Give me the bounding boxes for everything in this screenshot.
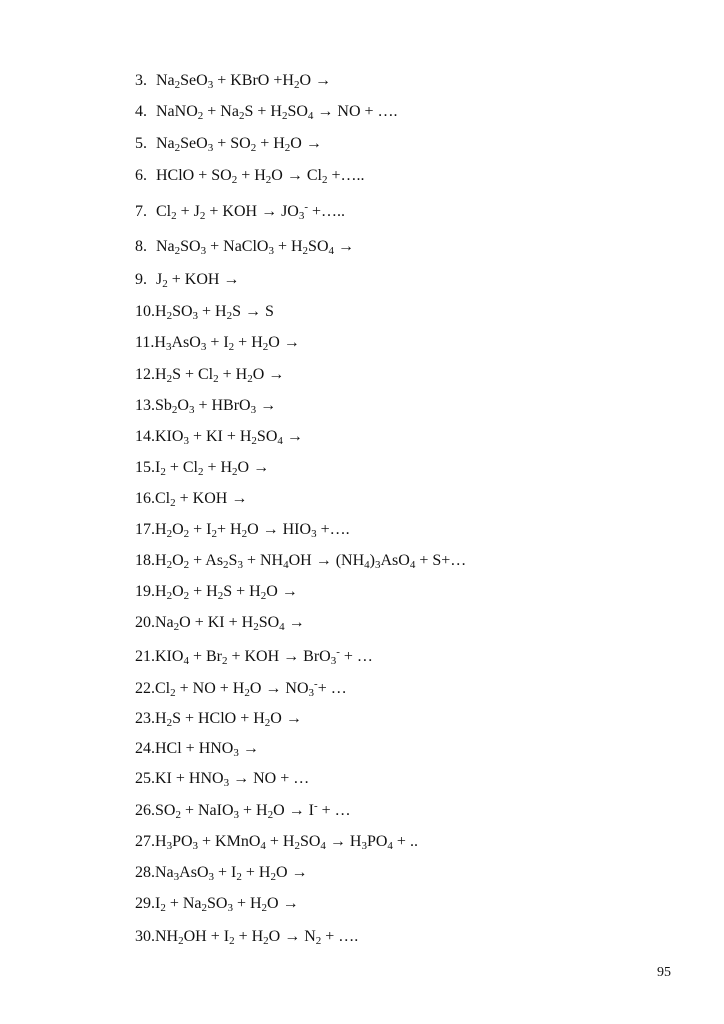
equation-number: 13. (135, 397, 155, 414)
equation-item (135, 427, 303, 447)
equation-text: $Na_2SO_3$ + NaClO$_3$ + $H_2SO_4$ → (156, 238, 354, 257)
equation-number: 27. (135, 833, 155, 850)
equation-item (135, 832, 418, 852)
equation-number: 11. (135, 334, 155, 351)
equation-item (135, 134, 322, 154)
equation-item (135, 801, 351, 821)
equation-text: $KIO_4 + Br_2$ + KOH → BrO$_3$- + … (155, 646, 373, 667)
equation-text: $SO_2$ + NaIO$_3$ + $H_2O \to I^-$ + … (155, 800, 351, 821)
equation-number: 19. (135, 583, 155, 600)
equation-item (135, 71, 331, 91)
equation-number: 29. (135, 895, 155, 912)
equation-item (135, 458, 269, 478)
equation-number: 23. (135, 710, 155, 727)
equation-text: $I_2 + Na_2SO_3 + H_2O$ → (155, 895, 299, 914)
equation-item (135, 582, 298, 602)
equation-item (135, 365, 284, 385)
equation-text: $H_3PO_3$ + KMnO$_4$ + $H_2SO_4 \to H_3PO_4$ + .. (155, 833, 418, 852)
equation-number: 3. (135, 72, 147, 89)
equation-number: 15. (135, 459, 155, 476)
equation-text: $H_2SO_3 + H_2S \to S$ (155, 303, 274, 322)
equation-number: 9. (135, 271, 147, 288)
page-number: 95 (657, 965, 671, 980)
equation-item (135, 709, 302, 729)
equation-item (135, 489, 247, 509)
equation-text: $Cl_2$ + KOH → (155, 490, 248, 509)
equation-text: $H_2O_2 + As_2S_3 + NH_4OH \to (NH_4)_3AsO_4$ + S+… (155, 552, 467, 571)
equation-text: $Cl_2$ + NO + $H_2O \to NO_3^-+$ … (155, 678, 347, 699)
equation-number: 4. (135, 103, 147, 120)
equation-item (135, 520, 350, 540)
equation-item (135, 270, 239, 290)
equation-text: $H_2S$ + HClO + $H_2O$ → (155, 710, 302, 729)
equation-item (135, 166, 364, 186)
equation-text: $Na_2SeO_3 + SO_2 + H_2O$ → (156, 135, 322, 154)
equation-number: 22. (135, 680, 155, 697)
equation-number: 7. (135, 203, 147, 220)
equation-text: $H_3AsO_3 + I_2 + H_2O$ → (154, 334, 300, 353)
equation-text: NaNO$_2$ + $Na_2S + H_2SO_4$ → NO + …. (156, 103, 398, 122)
equation-item (135, 396, 276, 416)
equation-number: 17. (135, 521, 155, 538)
equation-text: $Cl_2 + J_2$ + KOH → $JO_3^-$ +….. (156, 201, 346, 222)
equation-item (135, 302, 274, 322)
equation-number: 20. (135, 614, 155, 631)
equation-text: $H_2O_2 + I_2+ H_2O \to HIO_3$ +…. (155, 521, 350, 540)
equation-text: $H_2O_2 + H_2S + H_2O$ → (155, 583, 298, 602)
equation-text: $Sb_2O_3$ + HBrO$_3$ → (155, 397, 277, 416)
equation-item (135, 551, 466, 571)
equation-number: 28. (135, 864, 155, 881)
equation-text: $NH_2OH + I_2 + H_2O \to N_2$ + …. (155, 928, 359, 947)
equation-item (135, 769, 309, 789)
equation-item (135, 894, 299, 914)
equation-text: $KIO_3$ + KI + $H_2SO_4$ → (155, 428, 303, 447)
equation-text: $Na_3AsO_3 + I_2 + H_2O$ → (155, 864, 308, 883)
equation-text: $Na_2SeO_3$ + KBrO $+H_2O$ → (156, 72, 331, 91)
equation-item (135, 863, 308, 883)
equation-number: 26. (135, 802, 155, 819)
equation-text: $Na_2O$ + KI + $H_2SO_4$ → (155, 614, 305, 633)
equation-text: $J_2$ + KOH → (156, 271, 240, 290)
equation-text: HClO + $SO_2 + H_2O \to Cl_2$ +….. (156, 167, 365, 186)
equation-item (135, 102, 398, 122)
equation-item (135, 679, 347, 699)
equation-item (135, 647, 373, 667)
equation-text: $I_2 + Cl_2 + H_2O$ → (155, 459, 270, 478)
equation-text: KI + $HNO_3$ → NO + … (155, 770, 310, 789)
equation-number: 25. (135, 770, 155, 787)
equation-item (135, 739, 259, 759)
equation-item (135, 613, 305, 633)
equation-number: 16. (135, 490, 155, 507)
equation-item (135, 927, 358, 947)
equation-number: 18. (135, 552, 155, 569)
equation-number: 5. (135, 135, 147, 152)
equation-item (135, 202, 345, 222)
equation-item (135, 333, 300, 353)
equation-item (135, 237, 354, 257)
equation-number: 24. (135, 740, 155, 757)
equation-number: 14. (135, 428, 155, 445)
equation-number: 10. (135, 303, 155, 320)
equation-text: HCl + $HNO_3$ → (155, 740, 259, 759)
equation-number: 12. (135, 366, 155, 383)
equation-number: 6. (135, 167, 147, 184)
equation-number: 8. (135, 238, 147, 255)
equation-text: $H_2S + Cl_2 + H_2O$ → (155, 366, 285, 385)
equation-number: 30. (135, 928, 155, 945)
equation-number: 21. (135, 648, 155, 665)
